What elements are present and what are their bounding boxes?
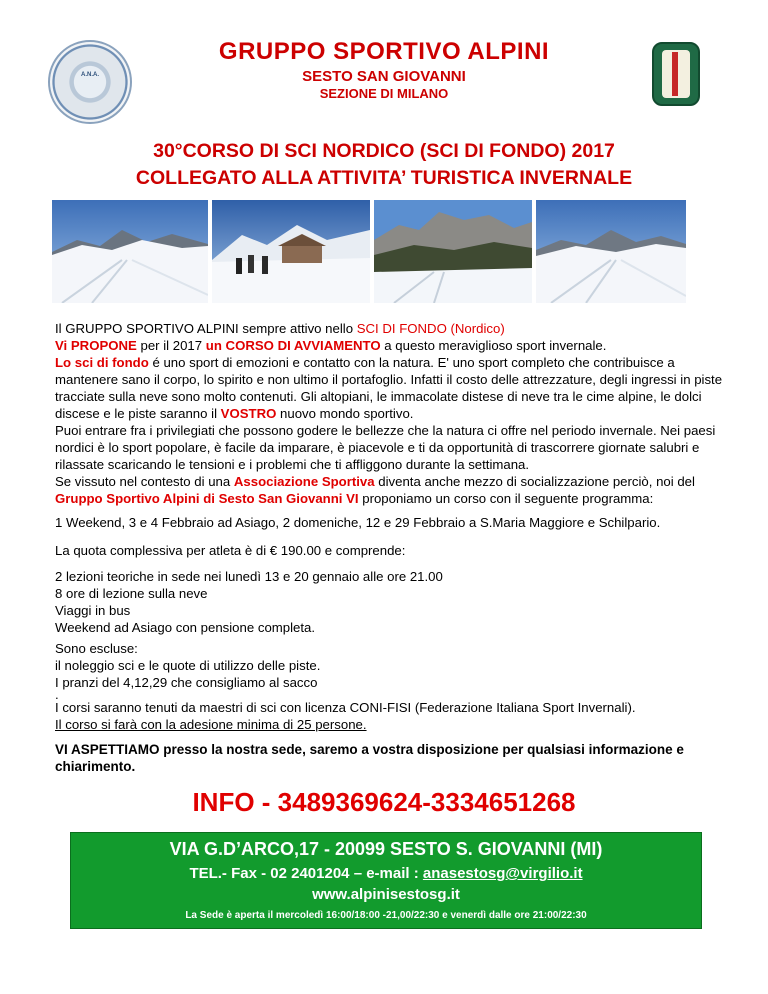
list-item: I pranzi del 4,12,29 che consigliamo al sacco bbox=[55, 675, 318, 690]
list-item: Weekend ad Asiago con pensione completa. bbox=[55, 620, 316, 635]
contact-box bbox=[70, 832, 702, 929]
logo-left-label: A.N.A. bbox=[81, 72, 99, 78]
page-title: GRUPPO SPORTIVO ALPINI bbox=[218, 38, 550, 65]
list-item: Sono escluse: bbox=[55, 641, 138, 656]
benefits-text: Puoi entrare fra i privilegiati che possono godere le bellezze che la natura ci offre nel periodo invernale. Nei paesi nordici è lo sport popolare, è facile da imparare, è piacevole e ti da opportunità di trascorrere giornate salubri e rilassate scaricando le tensioni e i problemi che ti affliggono durante la settimana. bbox=[55, 423, 716, 472]
photo-skiers bbox=[212, 200, 370, 303]
photo-ski-track-2 bbox=[536, 200, 686, 303]
course-subtitle: COLLEGATO ALLA ATTIVITA’ TURISTICA INVERNALE bbox=[135, 167, 633, 189]
minimum-participants: Il corso si farà con la adesione minima di 25 persone. bbox=[55, 717, 367, 732]
list-item: 8 ore di lezione sulla neve bbox=[55, 586, 208, 601]
email-link[interactable]: anasestosg@virgilio.it bbox=[422, 865, 583, 882]
excluded-list bbox=[55, 640, 725, 733]
opening-hours: La Sede è aperta il mercoledì 16:00/18:00 -21,00/22:30 e venerdì dalle ore 21:00/22:30 bbox=[185, 910, 587, 921]
description-text: Lo sci di fondo é uno sport di emozioni e contatto con la natura. E' uno sport completo che contribuisce a mantenere sano il corpo, lo spirito e non ultimo il portafoglio. Infatti il costo delle attrezzature, degli ingressi in piste tracciate sulla neve sono molto contenuti. Gli altopiani, le immacolate distese di neve tra le cime alpine, le dolci discese e le piste saranno il VOSTRO nuovo mondo sportivo. bbox=[55, 355, 723, 421]
subtitle-city: SESTO SAN GIOVANNI bbox=[302, 68, 466, 85]
info-phone: INFO - 3489369624-3334651268 bbox=[192, 787, 576, 817]
included-list bbox=[55, 568, 725, 636]
list-item: . bbox=[55, 687, 59, 702]
closing-text: VI ASPETTIAMO presso la nostra sede, saremo a vostra disposizione per qualsiasi informazione e chiarimento. bbox=[55, 742, 684, 774]
course-title: 30°CORSO DI SCI NORDICO (SCI DI FONDO) 2017 bbox=[153, 140, 615, 162]
schedule-text: 1 Weekend, 3 e 4 Febbraio ad Asiago, 2 domeniche, 12 e 29 Febbraio a S.Maria Maggiore e Schilpario. bbox=[55, 515, 661, 530]
contact-line: TEL.- Fax - 02 2401204 – e-mail : anasestosg@virgilio.it bbox=[189, 865, 583, 882]
website-link[interactable]: www.alpinisestosg.it bbox=[312, 886, 460, 903]
photo-ski-track-1 bbox=[52, 200, 208, 303]
price-text: La quota complessiva per atleta è di € 190.00 e comprende: bbox=[55, 543, 406, 558]
proposal-line: Vi PROPONE per il 2017 un CORSO DI AVVIAMENTO a questo meraviglioso sport invernale. bbox=[55, 338, 607, 353]
intro-line: Il GRUPPO SPORTIVO ALPINI sempre attivo nello SCI DI FONDO (Nordico) bbox=[55, 321, 505, 336]
intro-paragraph bbox=[55, 320, 725, 507]
subtitle-section: SEZIONE DI MILANO bbox=[319, 86, 449, 101]
list-item: Viaggi in bus bbox=[55, 603, 131, 618]
list-item: 2 lezioni teoriche in sede nei lunedì 13 e 20 gennaio alle ore 21.00 bbox=[55, 569, 443, 584]
list-item: il noleggio sci e le quote di utilizzo delle piste. bbox=[55, 658, 321, 673]
address-text: VIA G.D’ARCO,17 - 20099 SESTO S. GIOVANNI (MI) bbox=[169, 839, 603, 859]
association-text: Se vissuto nel contesto di una Associazione Sportiva diventa anche mezzo di socializzazione perciò, noi del Gruppo Sportivo Alpini di Sesto San Giovanni VI proponiamo un corso con il seguente programma: bbox=[55, 474, 695, 506]
instructors-text: I corsi saranno tenuti da maestri di sci con licenza CONI-FISI (Federazione Italiana Sport Invernali). bbox=[55, 700, 636, 715]
photo-mountain-forest bbox=[374, 200, 532, 303]
